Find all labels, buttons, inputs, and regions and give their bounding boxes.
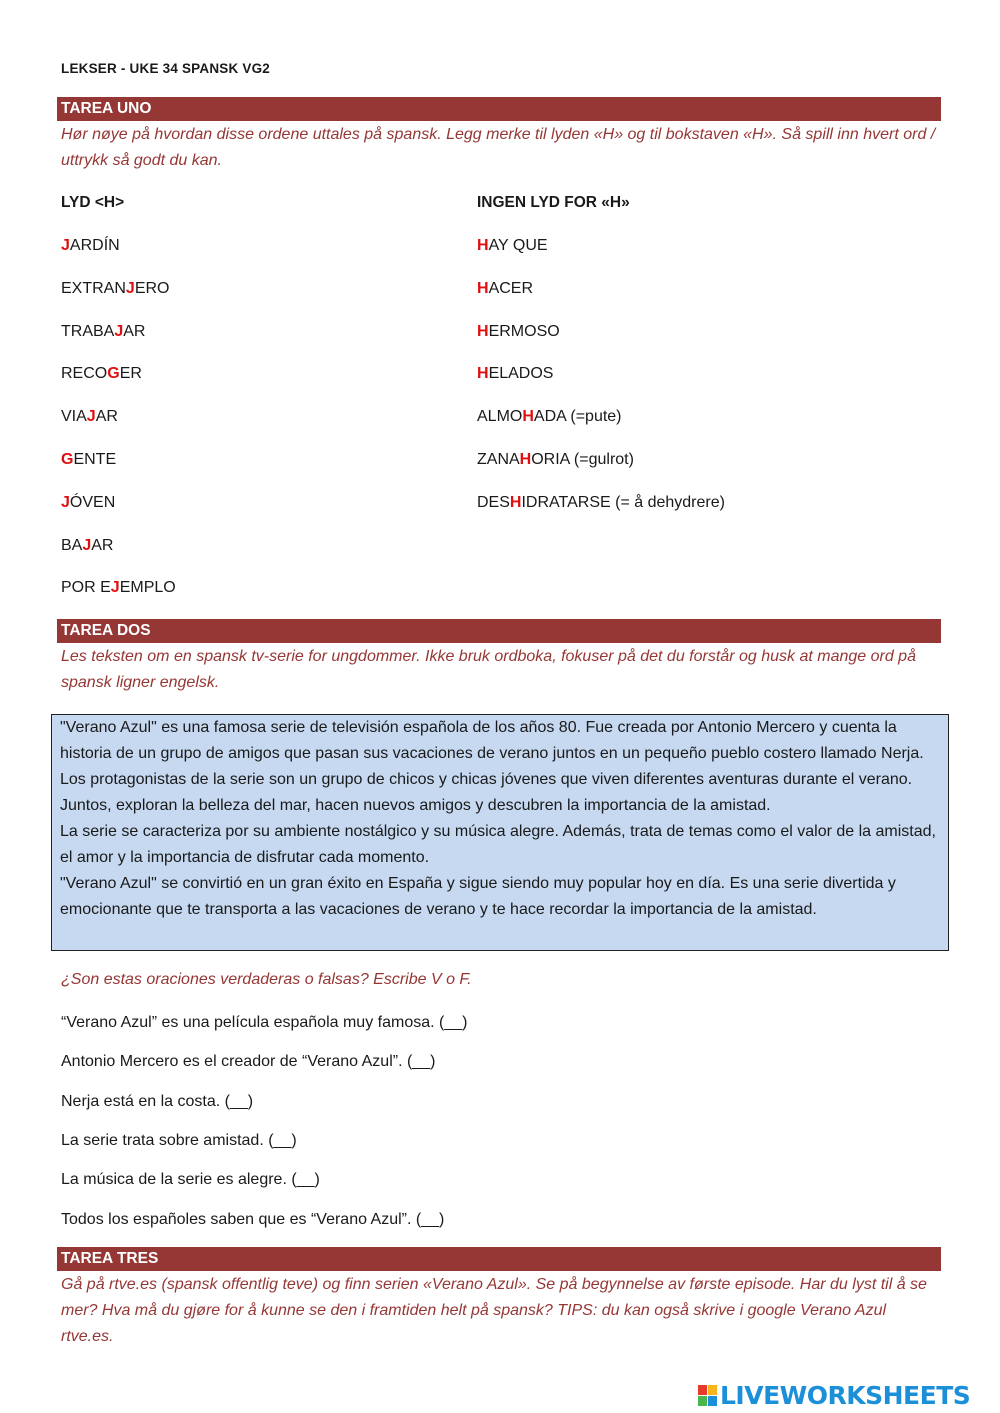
liveworksheets-logo-icon [698, 1385, 717, 1406]
highlighted-letter: H [477, 322, 489, 340]
word-item [61, 536, 113, 556]
highlighted-letter: J [86, 408, 96, 426]
highlighted-letter: J [125, 279, 135, 297]
statement-1[interactable]: “Verano Azul” es una película española muy famosa. (__) [61, 1014, 468, 1031]
word-part: VIA [61, 408, 87, 426]
word-part: POR E [61, 579, 111, 597]
highlighted-letter: G [107, 365, 120, 383]
word-item [61, 493, 115, 513]
statement-6[interactable]: Todos los españoles saben que es “Verano Azul”. (__) [61, 1211, 445, 1228]
highlighted-letter: H [509, 493, 522, 511]
word-item [477, 450, 634, 470]
word-part: AR [95, 408, 118, 426]
highlighted-letter: H [477, 237, 489, 254]
word-part: RECO [61, 365, 108, 383]
word-part: EXTRAN [61, 279, 126, 297]
highlighted-letter: H [477, 279, 489, 297]
highlighted-letter: G [61, 451, 74, 468]
reading-text-box [51, 714, 949, 951]
word-part: ACER [488, 279, 534, 297]
highlighted-letter: J [61, 493, 70, 511]
word-part: ORIA (=gulrot) [531, 451, 634, 468]
word-part: ER [119, 365, 142, 383]
word-part: AR [123, 322, 146, 340]
word-part: ELADOS [488, 365, 554, 383]
instruction-tarea-dos: Les teksten om en spansk tv-serie for ungdommer. Ikke bruk ordboka, fokuser på det du forstår og husk at mange ord på spansk ligner engelsk. [61, 648, 916, 691]
highlighted-letter: J [114, 322, 124, 340]
section-heading-tarea-uno: TAREA UNO [57, 97, 941, 121]
word-part: ADA (=pute) [533, 408, 622, 426]
page-title: LEKSER - UKE 34 SPANSK VG2 [61, 61, 270, 76]
word-item [61, 407, 118, 427]
column-heading-lyd-h: LYD <H> [61, 194, 125, 211]
highlighted-letter: J [61, 237, 70, 254]
word-item [477, 322, 560, 342]
word-part: ARDÍN [69, 237, 120, 254]
word-part: ERO [134, 279, 170, 297]
highlighted-letter: H [519, 451, 532, 468]
section-heading-tarea-tres: TAREA TRES [57, 1247, 941, 1271]
word-part: ÓVEN [69, 493, 116, 511]
word-part: IDRATARSE (= å dehydrere) [521, 493, 725, 511]
word-part: AR [91, 536, 114, 554]
instruction-tarea-uno: Hør nøye på hvordan disse ordene uttales på spansk. Legg merke til lyden «H» og til bokstaven «H». Så spill inn hvert ord / uttrykk så godt du kan. [61, 126, 936, 169]
highlighted-letter: H [477, 365, 489, 383]
highlighted-letter: J [82, 536, 92, 554]
instruction-tarea-tres: Gå på rtve.es (spansk offentlig teve) og finn serien «Verano Azul». Se på begynnelse av første episode. Har du lyst til å se mer? Hva må du gjøre for å kunne se den i framtiden helt på spansk? TIPS: du kan også skrive i google Verano Azul rtve.es. [61, 1276, 927, 1345]
word-item [61, 364, 142, 384]
word-part: AY QUE [488, 237, 548, 254]
word-part: EMPLO [119, 579, 176, 597]
highlighted-letter: H [522, 408, 534, 426]
highlighted-letter: J [110, 579, 120, 597]
statement-2[interactable]: Antonio Mercero es el creador de “Verano Azul”. (__) [61, 1053, 436, 1070]
word-item [61, 279, 169, 299]
statement-5[interactable]: La música de la serie es alegre. (__) [61, 1171, 320, 1188]
word-part: ENTE [73, 451, 117, 468]
word-part: ZANA [477, 451, 520, 468]
word-part: DES [477, 493, 510, 511]
word-item [477, 407, 622, 427]
reading-paragraph: La serie se caracteriza por su ambiente nostálgico y su música alegre. Además, trata de temas como el valor de la amistad, el amor y la importancia de disfrutar cada momento. [60, 823, 936, 866]
word-part: TRABA [61, 322, 115, 340]
word-part: ERMOSO [488, 322, 560, 340]
watermark-text: LIVEWORKSHEETS [720, 1380, 971, 1410]
word-part: BA [61, 536, 83, 554]
word-item [61, 236, 120, 256]
word-item [477, 236, 548, 256]
word-item [61, 450, 116, 470]
word-item [477, 493, 725, 513]
reading-paragraph: "Verano Azul" es una famosa serie de televisión española de los años 80. Fue creada por Antonio Mercero y cuenta la historia de un grupo de amigos que pasan sus vacaciones de verano juntos en un pequeño pueblo costero llamado Nerja. [60, 719, 924, 762]
statement-4[interactable]: La serie trata sobre amistad. (__) [61, 1132, 297, 1149]
word-item [61, 578, 176, 598]
word-part: ALMO [477, 408, 523, 426]
statement-3[interactable]: Nerja está en la costa. (__) [61, 1093, 254, 1110]
word-item [477, 279, 533, 299]
question-prompt: ¿Son estas oraciones verdaderas o falsas? Escribe V o F. [61, 971, 472, 988]
reading-paragraph: "Verano Azul" se convirtió en un gran éxito en España y sigue siendo muy popular hoy en día. Es una serie divertida y emocionante que te transporta a las vacaciones de verano y te hace recordar la importancia de la amistad. [60, 875, 896, 918]
reading-paragraph: Los protagonistas de la serie son un grupo de chicos y chicas jóvenes que viven diferentes aventuras durante el verano. Juntos, exploran la belleza del mar, hacen nuevos amigos y descubren la importancia de la amistad. [60, 771, 913, 814]
word-item [477, 364, 553, 384]
word-item [61, 322, 145, 342]
liveworksheets-watermark [698, 1380, 970, 1410]
section-heading-tarea-dos: TAREA DOS [57, 619, 941, 643]
column-heading-ingen-lyd: INGEN LYD FOR «H» [477, 194, 630, 211]
